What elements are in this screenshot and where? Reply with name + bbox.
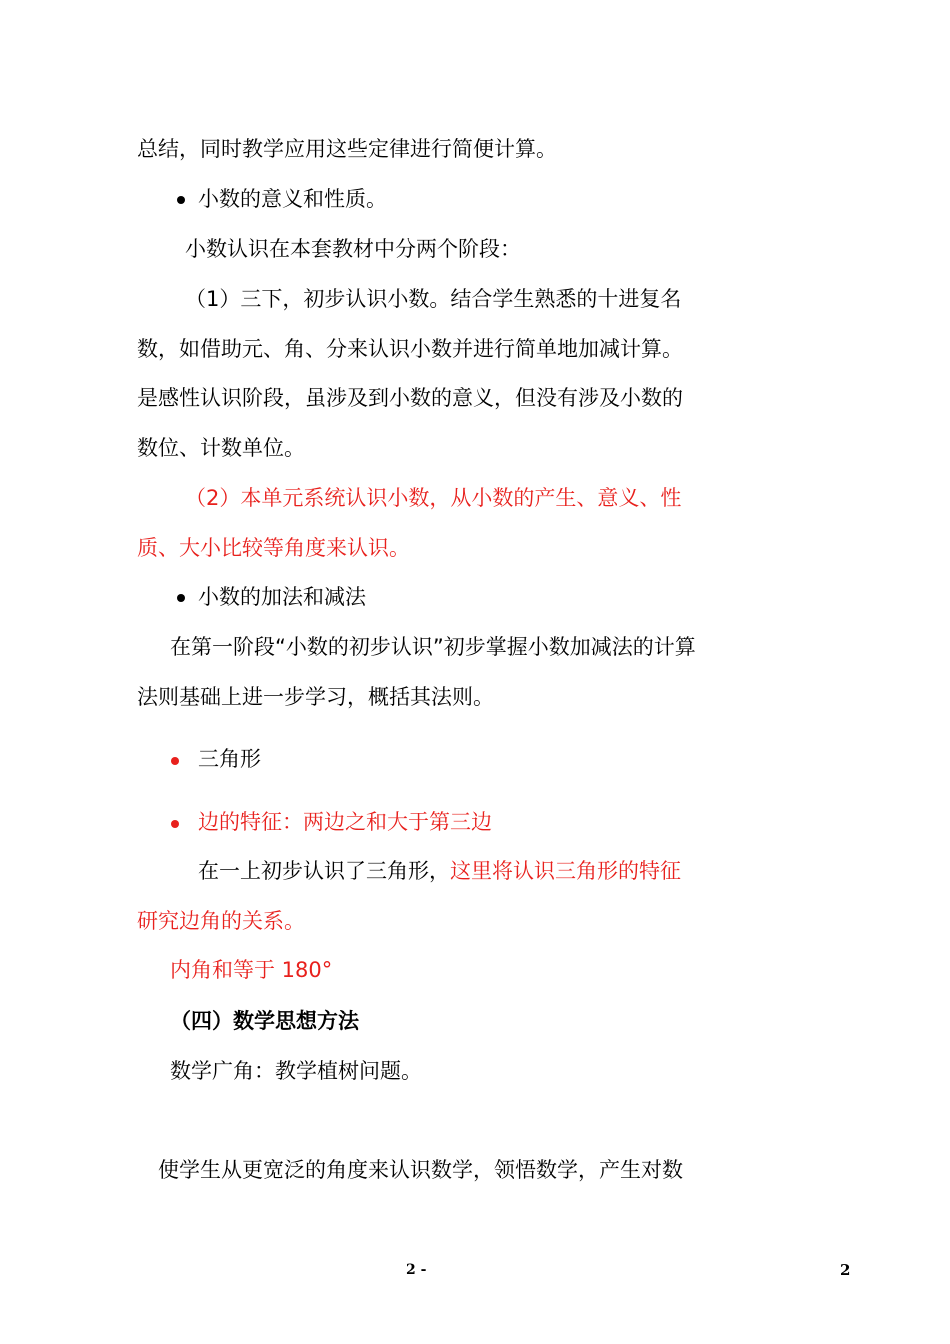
text-line: 在第一阶段“小数的初步认识”初步掌握小数加减法的计算 [170,635,696,659]
highlight-line: 内角和等于 180° [170,958,333,982]
text-line: 总结，同时教学应用这些定律进行简便计算。 [137,137,557,161]
text-segment: 在一上初步认识了三角形， [198,859,450,883]
text-line: （1）三下，初步认识小数。结合学生熟悉的十进复名 [185,287,682,311]
highlight-line: 研究边角的关系。 [137,909,305,933]
highlight-line: （2）本单元系统认识小数，从小数的产生、意义、性 [185,486,682,510]
text-line: 小数认识在本套教材中分两个阶段： [185,237,521,261]
text-line: 是感性认识阶段，虽涉及到小数的意义，但没有涉及小数的 [137,386,683,410]
text-line: 数学广角：教学植树问题。 [170,1059,422,1083]
bullet-item: 三角形 [198,747,261,771]
bullet-icon [177,594,185,602]
text-line [198,857,681,885]
text-line: 数，如借助元、角、分来认识小数并进行简单地加减计算。 [137,337,683,361]
text-line: 数位、计数单位。 [137,436,305,460]
text-line: 法则基础上进一步学习，概括其法则。 [137,685,494,709]
bullet-icon [177,196,185,204]
footer-page-number: 2 [840,1261,851,1279]
highlight-bullet-item: 边的特征：两边之和大于第三边 [198,810,492,834]
highlight-segment: 这里将认识三角形的特征 [450,859,681,883]
bullet-item: 小数的加法和减法 [198,585,366,609]
footer-page-center: 2 - [406,1262,427,1278]
section-heading: （四）数学思想方法 [170,1009,359,1033]
highlight-line: 质、大小比较等角度来认识。 [137,536,410,560]
bullet-item: 小数的意义和性质。 [198,187,387,211]
bullet-icon [171,820,179,828]
text-line: 使学生从更宽泛的角度来认识数学，领悟数学，产生对数 [158,1158,683,1182]
bullet-icon [171,757,179,765]
